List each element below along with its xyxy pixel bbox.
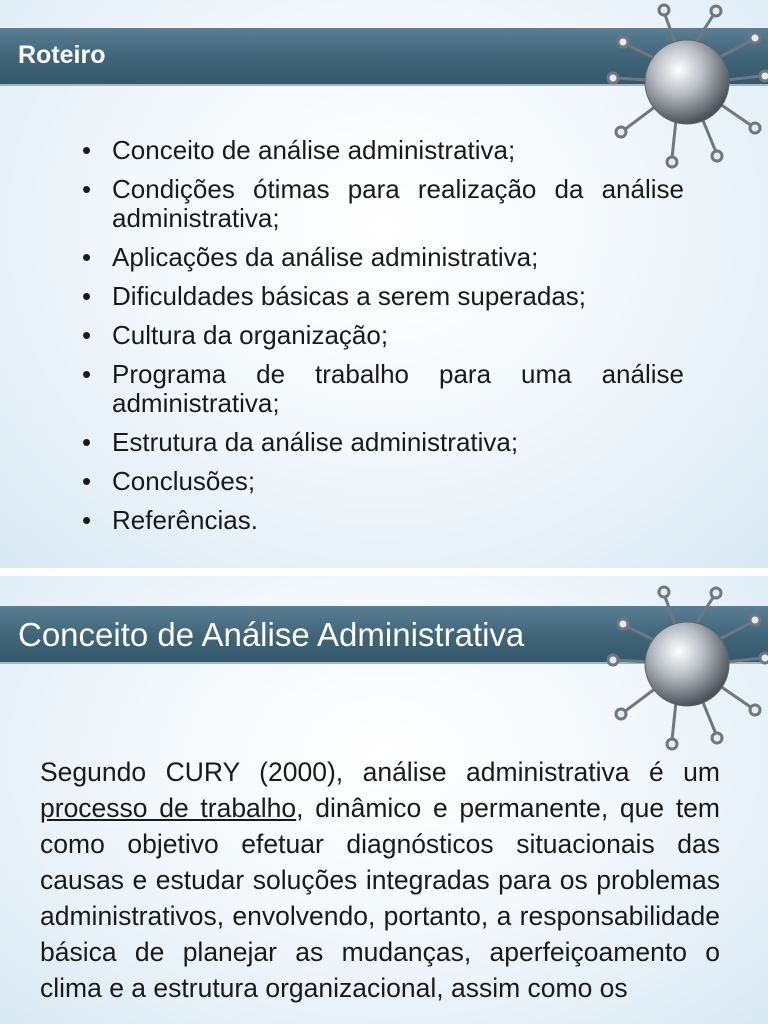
body-text-start: Segundo CURY (2000), análise administrativa é um (40, 757, 720, 787)
slide-title: Conceito de Análise Administrativa (18, 616, 525, 653)
list-item: • Programa de trabalho para uma análise administrativa; (82, 360, 684, 418)
list-item: • Estrutura da análise administrativa; (82, 428, 684, 457)
body-text-underlined: processo de trabalho (40, 793, 297, 823)
list-item: • Conceito de análise administrativa; (82, 136, 684, 165)
list-item: • Cultura da organização; (82, 321, 684, 350)
globe-with-people-icon (606, 582, 768, 752)
slide-conceito (0, 576, 768, 1024)
topic-list (82, 136, 684, 545)
body-text-end: , dinâmico e permanente, que tem como objetivo efetuar diagnósticos situacionais das causas e estudar soluções integradas para os problemas administrativos, envolvendo, portanto, a responsabilidade básica de planejar as mudanças, aperfeiçoamento o clima e a estrutura organizacional, assim como os (40, 793, 720, 1003)
list-item: • Dificuldades básicas a serem superadas; (82, 282, 684, 311)
list-item: • Aplicações da análise administrativa; (82, 243, 684, 272)
list-item: • Conclusões; (82, 467, 684, 496)
list-item: • Referências. (82, 506, 684, 535)
slide-title: Roteiro (18, 41, 106, 69)
list-item: • Condições ótimas para realização da análise administrativa; (82, 175, 684, 233)
body-paragraph (40, 754, 720, 1006)
